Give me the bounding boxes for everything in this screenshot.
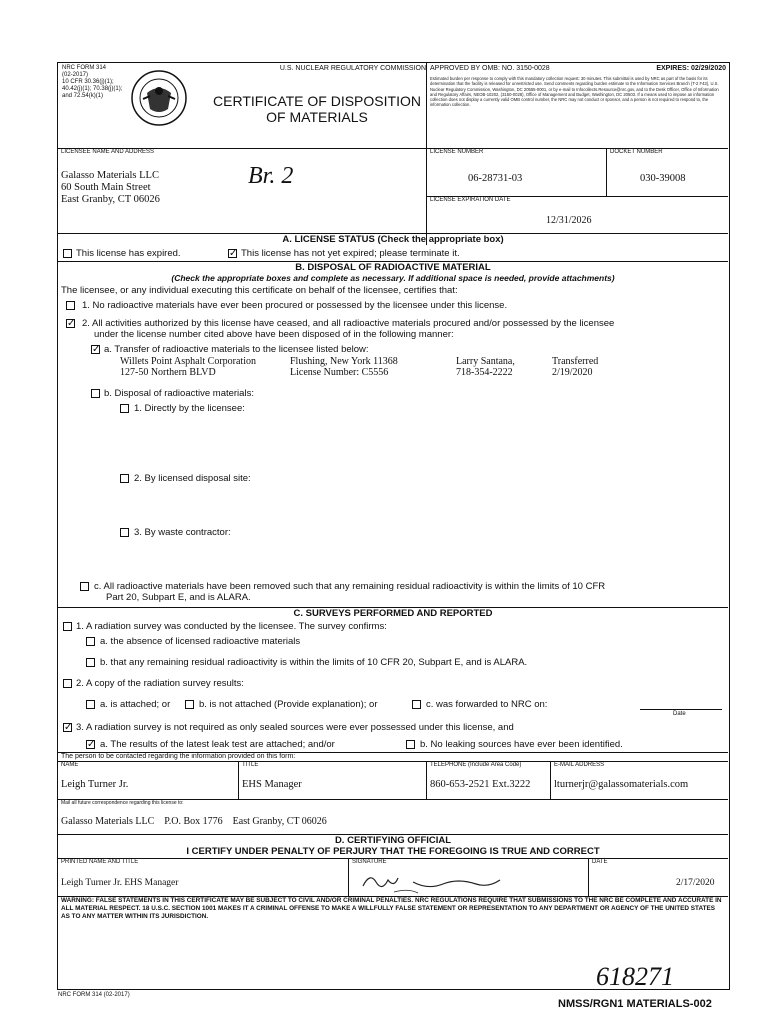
expiration-notice: EXPIRES: 02/29/2020 <box>656 65 726 72</box>
expired-option-label: This license has expired. <box>76 248 181 259</box>
transfer-status-block <box>552 356 598 378</box>
licensee-name: Galasso Materials LLC <box>61 170 159 181</box>
date-label: DATE <box>592 859 608 865</box>
form-id-block <box>62 65 132 100</box>
date-forwarded-field[interactable] <box>640 709 722 710</box>
divider <box>606 148 607 196</box>
expired-checkbox[interactable] <box>63 249 72 258</box>
handwritten-note: Br. 2 <box>248 163 294 189</box>
divider <box>348 858 349 896</box>
transferee-location <box>290 356 398 378</box>
b2b-label: b. Disposal of radioactive materials: <box>104 388 254 399</box>
header-divider <box>426 63 427 148</box>
nrc-form-314 <box>57 62 730 990</box>
divider <box>58 858 728 859</box>
b2-label: 2. All activities authorized by this license have ceased, and all radioactive materials procured and/or possessed by the licensee <box>82 318 615 329</box>
b2-checkbox[interactable]: ✓ <box>67 318 76 329</box>
b1-checkbox[interactable] <box>66 301 75 310</box>
receipt-stamp: NMSS/RGN1 MATERIALS-002 <box>558 998 712 1010</box>
certification-statement: I CERTIFY UNDER PENALTY OF PERJURY THAT THE FOREGOING IS TRUE AND CORRECT <box>186 846 600 857</box>
section-b-title: B. DISPOSAL OF RADIOACTIVE MATERIAL <box>295 262 491 273</box>
b2b3-label: 3. By waste contractor: <box>134 527 231 538</box>
contact-title-label: TITLE <box>242 762 259 768</box>
b2-label-cont: under the license number cited above have been disposed of in the following manner: <box>94 329 454 340</box>
form-id-line: and 72.54(k)(1) <box>62 93 104 99</box>
printed-name-label: PRINTED NAME AND TITLE <box>61 859 139 865</box>
divider <box>238 761 239 799</box>
contact-email-field[interactable]: lturnerjr@galassomaterials.com <box>554 779 689 790</box>
section-b-instruction: (Check the appropriate boxes and complete as necessary. If additional space is needed, provide attachments) <box>171 273 615 283</box>
mail-label: Mail all future correspondence regarding this license to: <box>61 800 184 806</box>
certification-intro: The licensee, or any individual executing this certificate on behalf of the licensee, certifies that: <box>61 285 458 296</box>
license-number-field[interactable]: 06-28731-03 <box>468 173 523 184</box>
transferee-contact: Larry Santana, <box>456 356 515 367</box>
agency-name: U.S. NUCLEAR REGULATORY COMMISSION <box>279 65 426 72</box>
c1-checkbox[interactable] <box>63 622 72 631</box>
b2b1-checkbox[interactable] <box>120 404 129 413</box>
c3-checkbox[interactable]: ✓ <box>64 722 73 733</box>
docket-label: DOCKET NUMBER <box>610 149 663 155</box>
nrc-seal-logo <box>130 69 188 127</box>
c1b-label: b. that any remaining residual radioactivity is within the limits of 10 CFR 20, Subpart E, and is ALARA. <box>100 657 528 668</box>
c1b-checkbox[interactable] <box>86 658 95 667</box>
b2c-checkbox[interactable] <box>80 582 89 591</box>
license-number-label: LICENSE NUMBER <box>430 149 484 155</box>
form-id-line: 10 CFR 30.36(j)(1); <box>62 79 114 85</box>
licensee-address <box>61 170 160 206</box>
contact-name-label: NAME <box>61 762 79 768</box>
signature-label: SIGNATURE <box>352 859 387 865</box>
c3a-label: a. The results of the latest leak test are attached; and/or <box>100 739 335 750</box>
section-c-title: C. SURVEYS PERFORMED AND REPORTED <box>293 608 493 619</box>
b2b2-checkbox[interactable] <box>120 474 129 483</box>
c3a-checkbox[interactable]: ✓ <box>87 739 96 750</box>
b2c-label: c. All radioactive materials have been removed such that any remaining residual radioactivity is within the limits of 10 CFR <box>94 581 606 592</box>
omb-approval: APPROVED BY OMB: NO. 3150-0028 <box>430 65 550 72</box>
c3b-checkbox[interactable] <box>406 740 415 749</box>
b2c-label-cont: Part 20, Subpart E, and is ALARA. <box>106 592 251 603</box>
false-statement-warning: WARNING: FALSE STATEMENTS IN THIS CERTIFICATE MAY BE SUBJECT TO CIVIL AND/OR CRIMINAL PENALTIES. NRC REGULATIONS REQUIRE THAT SUBMISSIONS TO THE NRC BE COMPLETE AND ACCURATE IN ALL MATERIAL RESPECT. 18 U.S.C. SECTION 1001 MAKES IT A CRIMINAL OFFENSE TO MAKE A WILLFULLY FALSE STATEMENT OR REPRESENTATION TO ANY DEPARTMENT OR AGENCY OF THE UNITED STATES AS TO ANY MATTER WITHIN ITS JURISDICTION. <box>61 897 722 920</box>
section-d-title: D. CERTIFYING OFFICIAL <box>334 835 452 846</box>
c2a-label: a. is attached; or <box>100 699 171 710</box>
form-title-line1: CERTIFICATE OF DISPOSITION <box>213 93 421 109</box>
terminate-checkbox[interactable]: ✓ <box>229 248 238 259</box>
b2b1-label: 1. Directly by the licensee: <box>134 403 245 414</box>
c2c-checkbox[interactable] <box>412 700 421 709</box>
handwritten-reference: 618271 <box>596 962 674 991</box>
divider <box>58 761 728 762</box>
c1a-label: a. the absence of licensed radioactive materials <box>100 636 301 647</box>
transferee-phone: 718-354-2222 <box>456 367 513 378</box>
licensee-city: East Granby, CT 06026 <box>61 194 160 205</box>
transferee-city: Flushing, New York 11368 <box>290 356 398 367</box>
b1-label: 1. No radioactive materials have ever been procured or possessed by the licensee under this license. <box>82 300 508 311</box>
form-id-line: 40.42(j)(1); 70.38(j)(1); <box>62 86 123 92</box>
footer-form-id: NRC FORM 314 (02-2017) <box>58 992 130 998</box>
contact-phone-label: TELEPHONE (Include Area Code) <box>430 762 522 768</box>
contact-phone-field[interactable]: 860-653-2521 Ext.3222 <box>430 779 531 790</box>
license-expiration-field[interactable]: 12/31/2026 <box>546 215 592 226</box>
c2b-label: b. is not attached (Provide explanation); or <box>199 699 378 710</box>
transferee-block <box>120 356 256 378</box>
c3-label: 3. A radiation survey is not required as only sealed sources were ever possessed under this license, and <box>76 722 514 733</box>
b2b2-label: 2. By licensed disposal site: <box>134 473 251 484</box>
transfer-date: 2/19/2020 <box>552 367 593 378</box>
section-a-title: A. LICENSE STATUS (Check the appropriate box) <box>282 234 504 245</box>
terminate-option-label: This license has not yet expired; please terminate it. <box>241 248 460 259</box>
mail-address-field[interactable]: Galasso Materials LLC P.O. Box 1776 East Granby, CT 06026 <box>61 816 327 827</box>
form-title <box>208 93 426 125</box>
license-expiration-label: LICENSE EXPIRATION DATE <box>430 197 511 203</box>
c2-label: 2. A copy of the radiation survey results: <box>76 678 244 689</box>
c1a-checkbox[interactable] <box>86 637 95 646</box>
burden-statement: Estimated burden per response to comply with this mandatory collection request: 30 minutes. This submittal is used by NRC as part of the basis for its determination that the facility is released for unrestricted use. Send comments regarding burden estimate to the Information Services Branch (T-2 F43), U.S. Nuclear Regulatory Commission, Washington, DC 20555-0001, or by e-mail to Infocollects.Resource@nrc.gov, and to the Desk Officer, Office of Information and Regulatory Affairs, NEOB-10202, (3150-0028), Office of Management and Budget, Washington, DC 20503. If a means used to impose an information collection does not display a currently valid OMB control number, the NRC may not conduct or sponsor, and a person is not required to respond to, the information collection. <box>430 76 719 108</box>
licensee-label: LICENSEE NAME AND ADDRESS <box>61 149 155 155</box>
transferee-contact-block <box>456 356 515 378</box>
b2a-checkbox[interactable]: ✓ <box>92 344 101 355</box>
contact-name-field[interactable]: Leigh Turner Jr. <box>61 779 129 790</box>
transferee-license: License Number: C5556 <box>290 367 389 378</box>
signature-field[interactable] <box>358 866 518 896</box>
c2b-checkbox[interactable] <box>185 700 194 709</box>
transferee-address: 127-50 Northern BLVD <box>120 367 216 378</box>
contact-title-field[interactable]: EHS Manager <box>242 779 302 790</box>
transfer-status: Transferred <box>552 356 599 367</box>
c1-label: 1. A radiation survey was conducted by the licensee. The survey confirms: <box>76 621 387 632</box>
signature-date-field[interactable]: 2/17/2020 <box>676 878 715 888</box>
licensee-street: 60 South Main Street <box>61 182 151 193</box>
b2b-checkbox[interactable] <box>91 389 100 398</box>
divider <box>588 858 589 896</box>
contact-intro: The person to be contacted regarding the information provided on this form: <box>61 753 296 760</box>
printed-name-field[interactable]: Leigh Turner Jr. EHS Manager <box>61 878 179 888</box>
b2a-label: a. Transfer of radioactive materials to the licensee listed below: <box>104 344 369 355</box>
docket-number-field[interactable]: 030-39008 <box>640 173 686 184</box>
form-title-line2: OF MATERIALS <box>266 109 368 125</box>
c2c-label: c. was forwarded to NRC on: <box>426 699 548 710</box>
c2-checkbox[interactable] <box>63 679 72 688</box>
form-id-line: (02-2017) <box>62 72 89 78</box>
c3b-label: b. No leaking sources have ever been identified. <box>420 739 623 750</box>
date-forwarded-caption: Date <box>673 711 686 717</box>
transferee-company: Willets Point Asphalt Corporation <box>120 356 256 367</box>
divider <box>426 761 427 799</box>
contact-email-label: E-MAIL ADDRESS <box>554 762 605 768</box>
divider <box>550 761 551 799</box>
c2a-checkbox[interactable] <box>86 700 95 709</box>
form-id-line: NRC FORM 314 <box>62 65 107 71</box>
b2b3-checkbox[interactable] <box>120 528 129 537</box>
